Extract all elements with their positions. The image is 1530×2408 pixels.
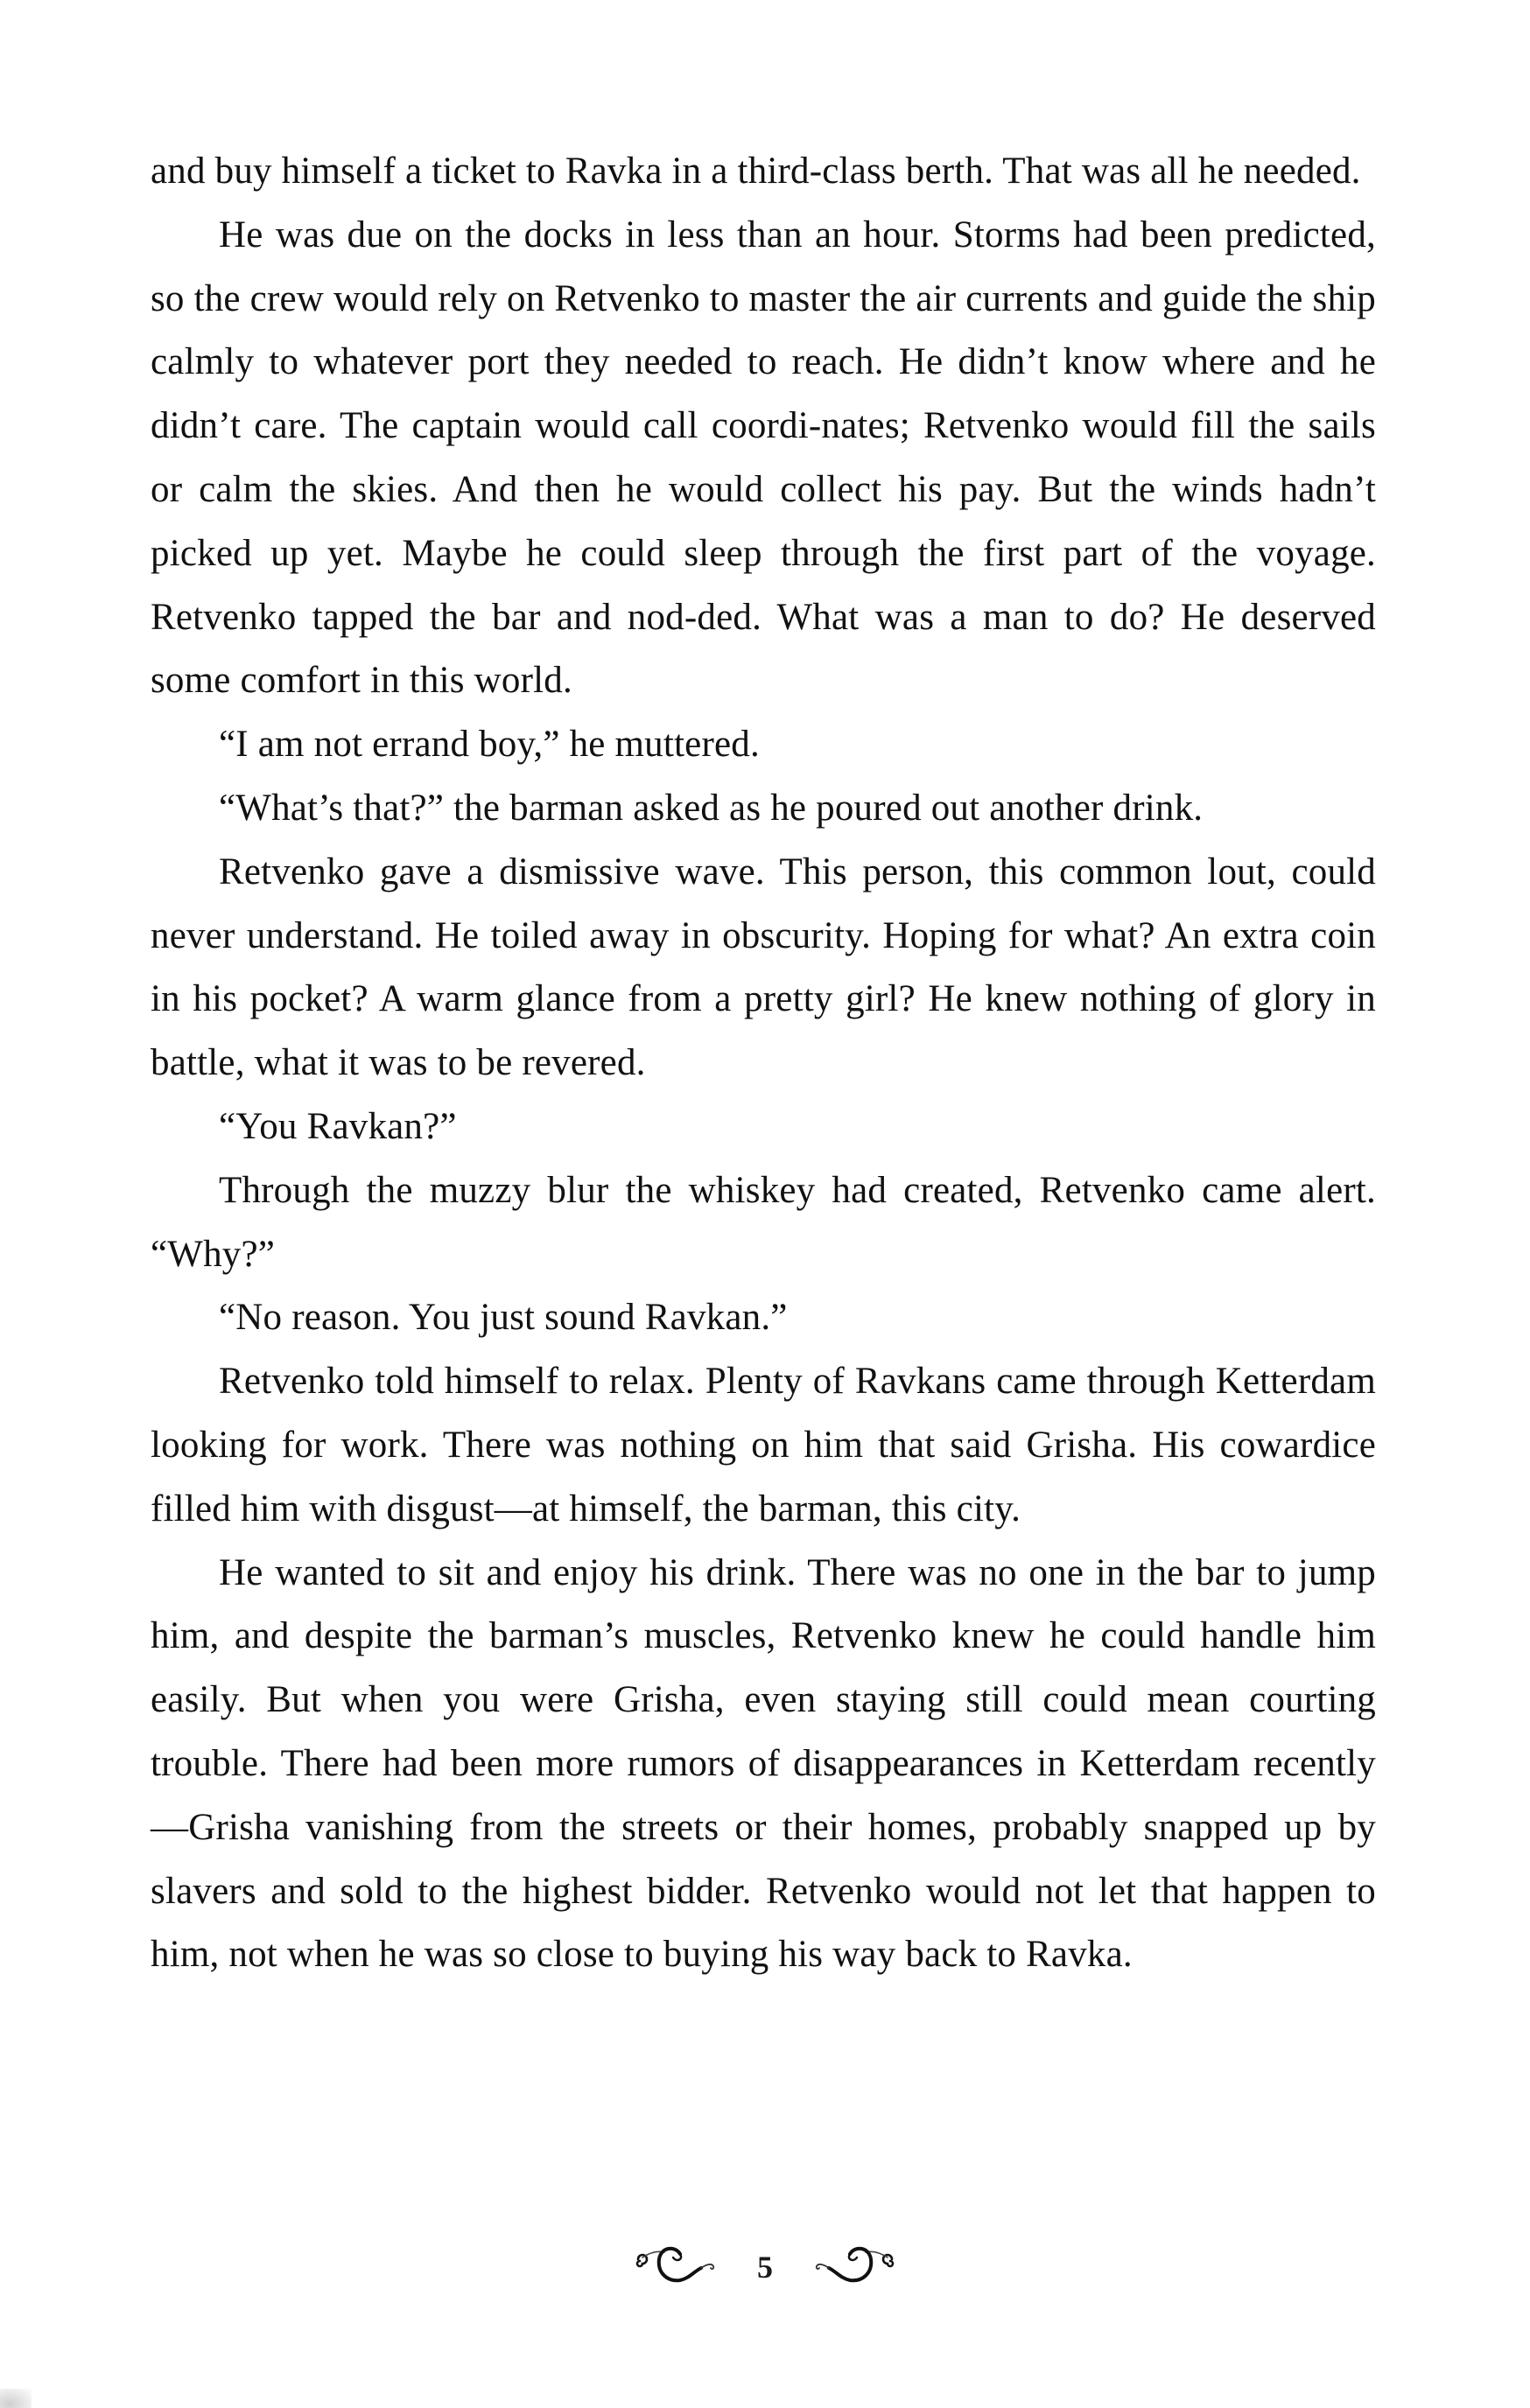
scroll-flourish-left-icon	[626, 2240, 722, 2286]
paragraph-6: “You Ravkan?”	[219, 1105, 457, 1147]
paragraph-9: Retvenko told himself to relax. Plenty of Ravkans came through Ketterdam looking for work. There was nothing on him that said Grisha. His cowardice filled him with disgust—at himself, the barman, this city.	[151, 1361, 1376, 1530]
paragraph-5: Retvenko gave a dismissive wave. This person, this common lout, could never understand. He toiled away in obscurity. Hoping for what? An extra coin in his pocket? A warm glance from a pretty girl? He knew nothing of glory in battle, what it was to be revered.	[151, 850, 1376, 1084]
body-text	[151, 140, 1376, 1987]
paragraph-2: He was due on the docks in less than an hour. Storms had been predicted, so the crew would rely on Retvenko to master the air currents and guide the ship calmly to whatever port they needed to reach. He didn’t know where and he didn’t care. The captain would call coordi-nates; Retvenko would fill the sails or calm the skies. And then he would collect his pay. But the winds hadn’t picked up yet. Maybe he could sleep through the first part of the voyage. Retvenko tapped the bar and nod-ded. What was a man to do? He deserved some comfort in this world.	[151, 214, 1376, 702]
paragraph-3: “I am not errand boy,” he muttered.	[219, 724, 760, 766]
paragraph-7: Through the muzzy blur the whiskey had created, Retvenko came alert. “Why?”	[151, 1169, 1376, 1275]
scroll-flourish-right-icon	[808, 2240, 904, 2286]
page-folio	[0, 2236, 1530, 2289]
paragraph-4: “What’s that?” the barman asked as he poured out another drink.	[219, 787, 1204, 829]
paragraph-10: He wanted to sit and enjoy his drink. There was no one in the bar to jump him, and despite the barman’s muscles, Retvenko knew he could handle him easily. But when you were Grisha, even staying still could mean courting trouble. There had been more rumors of disappearances in Ketterdam recently—Grisha vanishing from the streets or their homes, probably snapped up by slavers and sold to the highest bidder. Retvenko would not let that happen to him, not when he was so close to buying his way back to Ravka.	[151, 1551, 1376, 1976]
scan-corner-smudge	[0, 2389, 32, 2408]
paragraph-1: and buy himself a ticket to Ravka in a third-class berth. That was all he needed.	[151, 150, 1361, 192]
paragraph-8: “No reason. You just sound Ravkan.”	[219, 1297, 788, 1339]
page-number: 5	[757, 2250, 773, 2285]
